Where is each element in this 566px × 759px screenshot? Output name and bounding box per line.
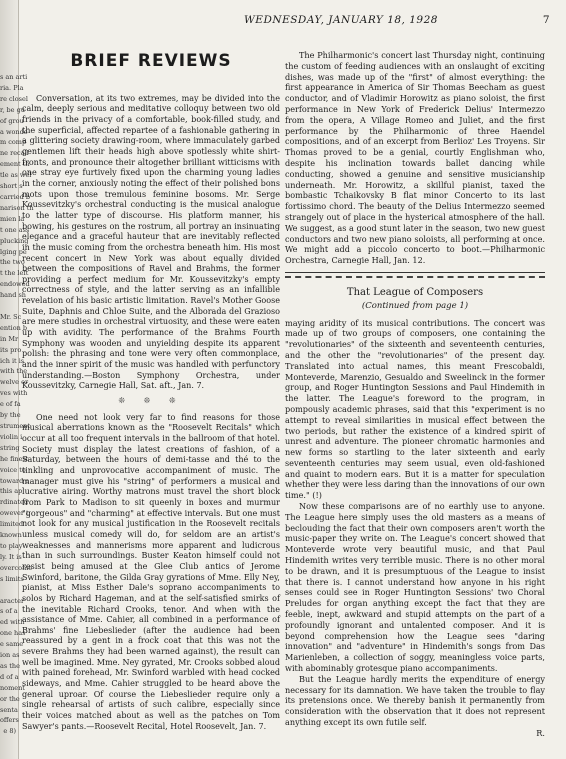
- gutter-fragment: to play: [0, 541, 23, 550]
- review-philharmonic: The Philharmonic's concert last Thursday night, continuing the custom of feeding audiences with an onslaught of exciting dishes, was made up of the "first" of almost everything: the first appearance in America of Sir Thomas Beecham as guest conductor, and of Vladimir Horowitz as piano soloist, the first performance in New York of Frederick Delius' Intermezzo from the opera, A Village Romeo and Juliet, and the first performance by the Philharmonic of three Haendel compositions, and of an excerpt from Berlioz' Les Troyens. Sir Thomas proved to be a genial, courtly Englishman who, despite his inclination towards ballet dancing while conducting, showed a genuine and sensitive musicianship underneath. Mr. Horowitz, a skillful pianist, taxed the bombastic Tchaikovsky B flat minor Concerto to its last fortissimo chord. The beauty of the Delius Intermezzo seemed strangely out of place in the hysterical atmosphere of the hall. We suggest, as a good stunt later in the season, two new guest conductors and two new piano soloists, all performing at once. We might add a piccolo concerto to boot.—Philharmonic Orchestra, Carnegie Hall, Jan. 12.: [285, 50, 545, 266]
- gutter-fragment: offers: [0, 716, 19, 725]
- gutter-fragment: ne recall: [0, 149, 29, 158]
- gutter-fragment: s an arti: [0, 73, 28, 81]
- gutter-text: [0, 72, 34, 737]
- review-roosevelt-recital: One need not look very far to find reasons for those musical aberrations known as the "Roosevelt Recitals" which occur at all too frequent intervals in the ballroom of that hotel. Society must display the latest creations of fashion, of a Saturday, between the hours of demi-tasse and thé to the tinkling and unprovocative accompaniment of music. The manager must give his "string" of performers a musical and lucrative airing. Worthy matrons must travel the short block from Park to Madison to sit queenly in boxes and murmur "gorgeous" and "charming" at effective intervals. But one must not look for any musical justification in the Roosevelt recitals unless musical comedy will do, for seldom are an artist's weaknesses and mannerisms more apparent and ludicrous than in such surroundings. Buster Keaton himself could not resist being amused at the Glee Club antics of Jerome Swinford, baritone, the Gilda Gray gyrations of Mme. Elly Ney, pianist, at Miss Esther Dale's soprano accompaniments to solos by Richard Hageman, and at the self-satisfied smirks of the inevitable Richard Crooks, tenor. And when with the assistance of Mme. Cahier, all combined in a performance of Brahms' fine Liebeslieder (after the audience had been reassured by a gent in a frock coat that this was not the severe Brahms they had been warned against), the result can well be imagined. Mme. Ney gyrated, Mr. Crooks sobbed aloud with pained forehead, Mr. Swinford warbled with head cocked sideways, and Mme. Cahier struggled to be heard above the general uproar. Of course the Liebeslieder require only a single rehearsal of artists of such calibre, especially since their voices matched about as well as the patches on Tom Sawyer's pants.—Roosevelt Recital, Hotel Roosevelt, Jan. 7.: [22, 412, 280, 731]
- gutter-fragment: ention b: [0, 323, 28, 332]
- gutter-fragment: or the: [0, 694, 20, 703]
- gutter-fragment: d of a: [0, 672, 19, 681]
- gutter-fragment: ed with: [0, 618, 25, 627]
- gutter-fragment: senta: [0, 705, 18, 714]
- gutter-fragment: by the: [0, 411, 21, 420]
- gutter-fragment: Mr. Sc: [0, 312, 22, 321]
- gutter-fragment: ich it is: [0, 356, 25, 365]
- article-title: That League of Composers: [346, 286, 484, 298]
- header-date: WEDNESDAY, JANUARY 18, 1928: [244, 14, 438, 26]
- gutter-fragment: lging pe: [0, 247, 27, 256]
- gutter-fragment: noment: [0, 683, 25, 692]
- gutter-fragment: s limits: [0, 574, 24, 583]
- gutter-fragment: with the: [0, 367, 28, 376]
- right-column: [285, 50, 545, 739]
- gutter-fragment: hand sh: [0, 291, 26, 300]
- gutter-fragment: of grou: [0, 116, 24, 125]
- ornament-divider: ❊ ❊ ❊: [118, 396, 184, 406]
- league-paragraph-2: Now these comparisons are of no earthly use to anyone. The League here simply uses the old masters as a means of beclouding the fact that their own composers aren't worth the music-paper they write on. The League's concert showed that Monteverde wrote very beautiful music, and that Paul Hindemith writes very terrible music. There is no other moral to be drawn, and it is presumptuous of the League to insist that there is. I cannot understand how anyone in his right senses could see in Roger Huntington Sessions' two Choral Preludes for organ anything except the fact that they are feeble, inept, awkward and stupid attempts on the part of a profoundly ignorant and untalented composer. And it is beyond comprehension how the League sees "daring innovation" and "adventure" in Hindemith's songs from Das Marienleben, a collection of soggy, meaningless voice parts, with abominably grotesque piano accompaniments.: [285, 501, 545, 674]
- review-koussevitzky: Conversation, at its two extremes, may be divided into the calm, deeply serious and meditative colloquy between two old friends in the privacy of a comfortable, book-filled study, and the superficial, affected repartee of a fashionable gathering in a glittering society drawing-room, where immaculately garbed gentlemen lift their heads high above spotlessly white shirt-fronts, and pronounce their altogether brilliant witticisms with one stray eye furtively fixed upon the charming young ladies in the corner, anxiously noting the effect of their polished bons mots upon those tremulous feminine bosoms. Mr. Serge Koussevitzky's orchestral conducting is the musical analogue to the latter type of discourse. His platform manner, his bowing, his gestures on the rostrum, all portray an insinuating elegance and a graceful hauteur that are inevitably reflected in the music coming from the orchestra beneath him. His most recent concert in New York was about equally divided between the compositions of Ravel and Brahms, the former providing a perfect medium for Mr. Koussevitzky's empty correctness of style, and the latter serving as an infallible revelation of his basic artistic limitation. Ravel's Mother Goose Suite, Daphnis and Chloe Suite, and the Alborada del Grazioso are mere studies in orchestral virtuosity, and these were eaten up with avidity. The performance of the Brahms Fourth Symphony was wooden and unyielding despite its apparent polish: the phrasing and tone were very often commonplace, and the inner spirit of the music was handled with perfunctory understanding.—Boston Symphony Orchestra, under Koussevitzky, Carnegie Hall, Sat. aft., Jan. 7.: [22, 93, 280, 391]
- gutter-fragment: toward a: [0, 476, 30, 485]
- gutter-fragment: mien la: [0, 214, 25, 223]
- gutter-fragment: e of fa: [0, 400, 21, 409]
- gutter-fragment: s of a: [0, 607, 18, 616]
- continued-note: (Continued from page 1): [361, 300, 469, 311]
- gutter-fragment: short s: [0, 182, 23, 191]
- gutter-fragment: aracter: [0, 596, 25, 605]
- gutter-fragment: carried b: [0, 192, 31, 201]
- gutter-fragment: known: [0, 531, 22, 540]
- gutter-fragment: e 8): [3, 727, 16, 736]
- gutter-fragment: e same: [0, 640, 24, 649]
- gutter-fragment: t one ass: [0, 225, 30, 234]
- gutter-fragment: ement th: [0, 160, 30, 169]
- gutter-fragment: tle as wel: [0, 171, 32, 180]
- league-paragraph-3: But the League hardly merits the expenditure of energy necessary for its damnation. We have taken the trouble to flay its pretensions once. We thereby banish it permanently from consideration with the observation that it does not represent anything except its own futile self.: [285, 673, 545, 728]
- gutter-fragment: voice to: [0, 465, 26, 474]
- gutter-fragment: plucking: [0, 236, 29, 245]
- gutter-fragment: [0, 585, 16, 596]
- left-column: [22, 51, 280, 732]
- gutter-fragment: its pro: [0, 345, 22, 354]
- gutter-fragment: ly. It is: [0, 552, 22, 561]
- page-number: 7: [542, 14, 550, 26]
- adjacent-page-gutter: [0, 0, 34, 759]
- gutter-fragment: ves with: [0, 389, 28, 398]
- section-rule: [285, 272, 545, 278]
- league-paragraph-1: maying aridity of its musical contributions. The concert was made up of two groups of composers, one containing the "revolutionaries" of the sixteenth and seventeenth centuries, and the other the "revolutionaries" of the present day. Translated into actual names, this meant Frescobaldi, Monteverde, Marenzio, Gesualdo and Sweelinck in the former group, and Roger Huntington Sessions and Paul Hindemith in the latter. The League's foreword to the program, in pompously academic phrases, said that this "experiment is no attempt to reveal similarities in musical effect between the two periods, but rather the existence of a kindred spirit of unrest and adventure. The pioneer chromatic harmonies and new forms so startling to the later sixteenth and early seventeenth centuries may seem usual, even old-fashioned and quaint to modern ears. But it is a matter for speculation whether they were less daring than the innovations of our own time." (!): [285, 317, 545, 501]
- gutter-fragment: as the: [0, 661, 20, 670]
- gutter-fragment: one has: [0, 629, 26, 638]
- gutter-fragment: the two: [0, 258, 25, 267]
- gutter-fragment: m comp: [0, 138, 27, 147]
- gutter-fragment: in Mr: [0, 334, 19, 343]
- page-header: [30, 14, 550, 30]
- gutter-fragment: he finest: [0, 454, 29, 463]
- gutter-fragment: ria. Pla: [0, 83, 24, 92]
- gutter-fragment: ion as: [0, 651, 20, 660]
- gutter-fragment: violin i: [0, 432, 23, 441]
- gutter-fragment: limited: [0, 520, 24, 529]
- gutter-fragment: re closel: [0, 94, 28, 103]
- gutter-fragment: overcome: [0, 563, 33, 572]
- gutter-fragment: r, be gu: [0, 105, 25, 114]
- section-title: BRIEF REVIEWS: [70, 51, 232, 71]
- gutter-fragment: t the left: [0, 269, 29, 278]
- signature: R.: [536, 727, 545, 738]
- gutter-fragment: welve or: [0, 378, 29, 387]
- gutter-fragment: a wonde: [0, 127, 28, 136]
- gutter-fragment: endowed: [0, 280, 30, 289]
- gutter-fragment: rdinated: [0, 498, 29, 507]
- gutter-fragment: string: [0, 443, 20, 452]
- gutter-fragment: this ap: [0, 487, 23, 496]
- gutter-fragment: strument: [0, 422, 31, 430]
- gutter-fragment: owever t: [0, 509, 29, 518]
- gutter-fragment: [0, 301, 16, 312]
- gutter-fragment: narison th: [0, 203, 34, 212]
